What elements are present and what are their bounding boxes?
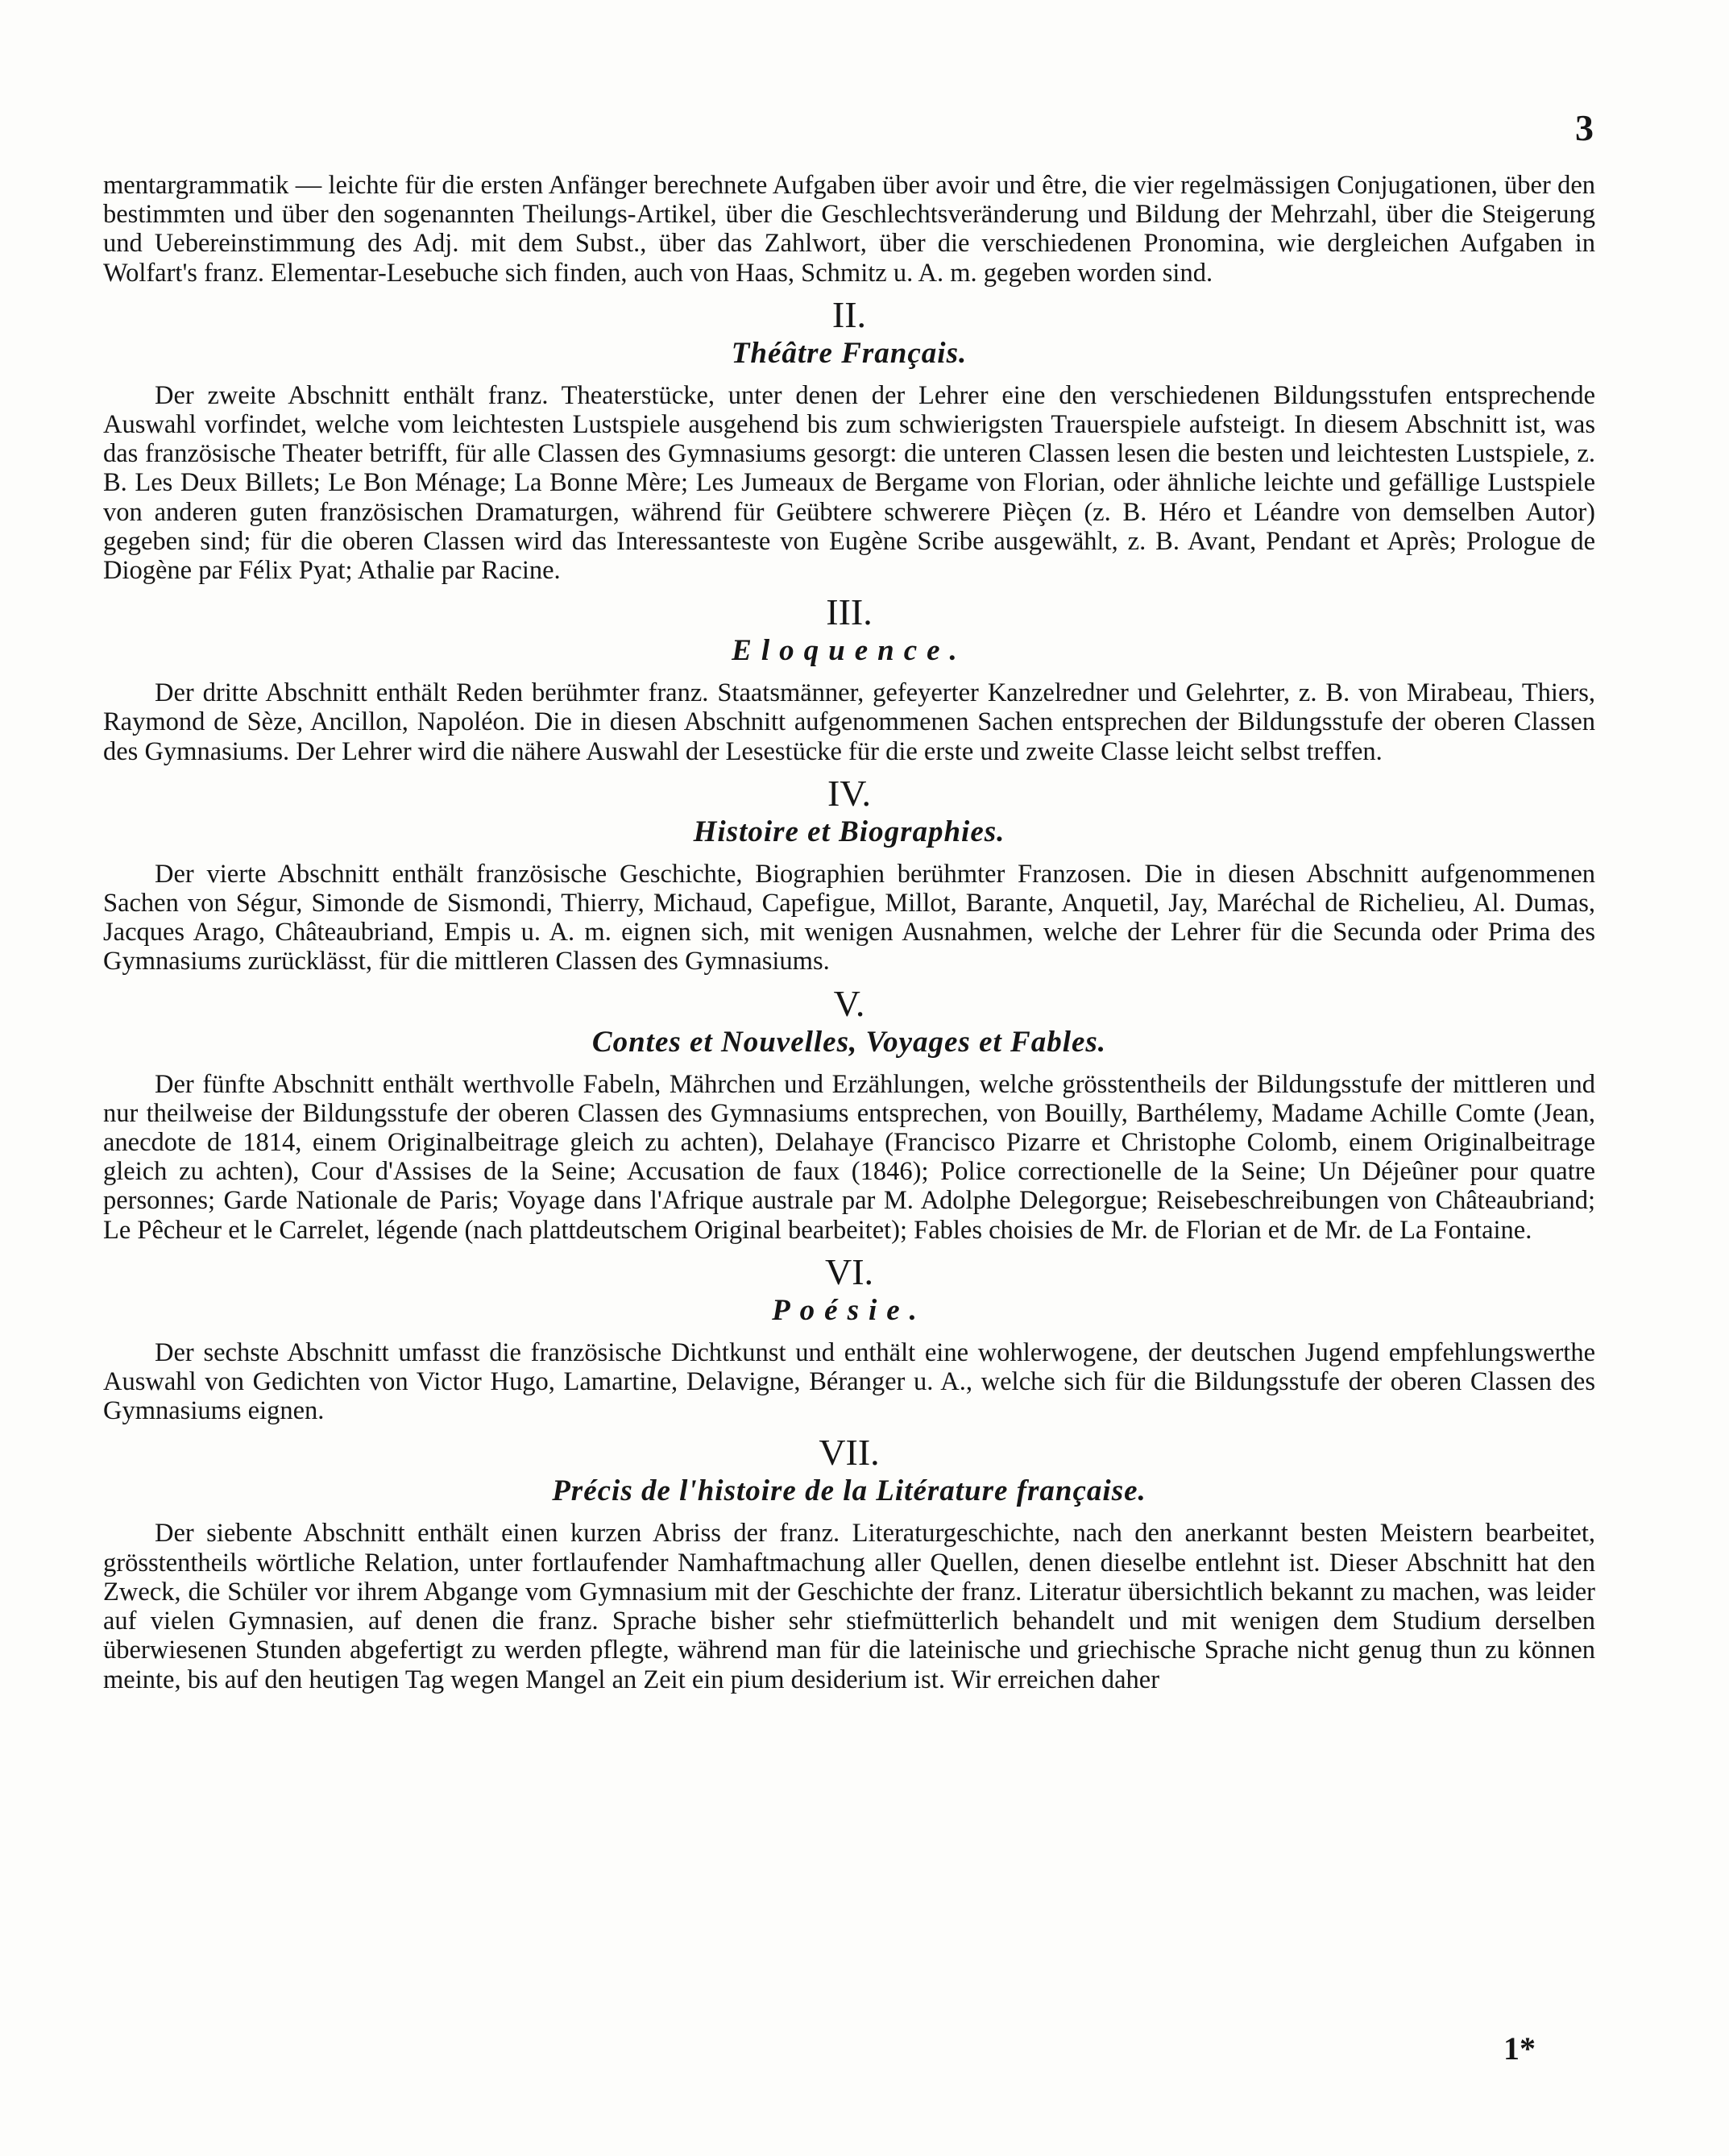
section-numeral-v: V. xyxy=(833,982,865,1024)
section-text-precis: Der siebente Abschnitt enthält einen kurzen Abriss der franz. Literaturgeschichte, nach den anerkannt besten Meistern bearbeitet, grösstentheils wörtliche Relation, unter fortlaufender Namhaftmachung aller Quellen, denen dieselbe entlehnt ist. Dieser Abschnitt hat den Zweck, die Schüler vor ihrem Abgange vom Gymnasium mit der Geschichte der franz. Literatur übersichtlich bekannt zu machen, was leider auf vielen Gymnasien, auf denen die franz. Sprache bisher sehr stiefmütterlich behandelt und mit wenigen dem Studium derselben überwiesenen Stunden abgefertigt zu werden pflegte, während man für die lateinische und griechische Sprache nicht genug thun zu können meinte, bis auf den heutigen Tag wegen Mangel an Zeit ein pium desiderium ist. Wir erreichen daher xyxy=(103,1519,1595,1694)
printer-signature: 1* xyxy=(1503,2030,1536,2067)
section-heading-contes: Contes et Nouvelles, Voyages et Fables. xyxy=(591,1025,1107,1059)
section-heading-theatre: Théâtre Français. xyxy=(731,336,968,370)
section-text-eloquence: Der dritte Abschnitt enthält Reden berühmter franz. Staatsmänner, gefeyerter Kanzelredner und Gelehrter, z. B. von Mirabeau, Thiers, Raymond de Sèze, Ancillon, Napoléon. Die in diesen Abschnitt aufgenommenen Sachen entsprechen der Bildungsstufe der oberen Classen des Gymnasiums. Der Lehrer wird die nähere Auswahl der Lesestücke für die erste und zweite Classe leicht selbst treffen. xyxy=(103,678,1595,766)
section-heading-eloquence: Eloquence. xyxy=(732,634,967,668)
body-text xyxy=(103,171,1595,1694)
section-numeral-iii: III. xyxy=(826,591,873,633)
section-text-contes: Der fünfte Abschnitt enthält werthvolle Fabeln, Mährchen und Erzählungen, welche grösstentheils der Bildungsstufe der mittleren und nur theilweise der Bildungsstufe der oberen Classen des Gymnasiums entsprechen, von Bouilly, Barthélemy, Madame Achille Comte (Jean, anecdote de 1814, einem Originalbeitrage gleich zu achten), Delahaye (Francisco Pizarre et Christophe Colomb, einem Originalbeitrage gleich zu achten), Cour d'Assises de la Seine; Accusation de faux (1846); Police correctionelle de la Seine; Un Déjeûner pour quatre personnes; Garde Nationale de Paris; Voyage dans l'Afrique australe par M. Adolphe Delegorgue; Reisebeschreibungen von Châteaubriand; Le Pêcheur et le Carrelet, légende (nach plattdeutschem Original bearbeitet); Fables choisies de Mr. de Florian et de Mr. de La Fontaine. xyxy=(103,1069,1595,1245)
section-text-theatre: Der zweite Abschnitt enthält franz. Theaterstücke, unter denen der Lehrer eine den verschiedenen Bildungsstufen entsprechende Auswahl vorfindet, welche vom leichtesten Lustspiele ausgehend bis zum schwierigsten Trauerspiele aufsteigt. In diesem Abschnitt ist, was das französische Theater betrifft, für alle Classen des Gymnasiums gesorgt: die unteren Classen lesen die besten und leichtesten Lustspiele, z. B. Les Deux Billets; Le Bon Ménage; La Bonne Mère; Les Jumeaux de Bergame von Florian, oder ähnliche leichte und gefällige Lustspiele von anderen guten französischen Dramaturgen, während für Geübtere schwerere Pièçen (z. B. Héro et Léandre von demselben Autor) gegeben sind; für die oberen Classen wird das Interessanteste von Eugène Scribe ausgewählt, z. B. Avant, Pendant et Après; Prologue de Diogène par Félix Pyat; Athalie par Racine. xyxy=(103,380,1595,586)
section-heading-histoire: Histoire et Biographies. xyxy=(693,815,1005,848)
intro-paragraph: mentargrammatik — leichte für die ersten Anfänger berechnete Aufgaben über avoir und être, die vier regelmässigen Conjugationen, über den bestimmten und über den sogenannten Theilungs-Artikel, über die Geschlechtsveränderung und Bildung der Mehrzahl, über die Steigerung und Uebereinstimmung des Adj. mit dem Subst., über das Zahlwort, über die verschiedenen Pronomina, wie dergleichen Aufgaben in Wolfart's franz. Elementar-Lesebuche sich finden, auch von Haas, Schmitz u. A. m. gegeben worden sind. xyxy=(103,171,1595,288)
section-heading-poesie: Poésie. xyxy=(772,1293,927,1327)
page-number: 3 xyxy=(1575,107,1594,148)
section-numeral-vii: VII. xyxy=(819,1432,880,1474)
section-heading-precis: Précis de l'histoire de la Litérature française. xyxy=(552,1474,1146,1508)
section-text-histoire: Der vierte Abschnitt enthält französische Geschichte, Biographien berühmter Franzosen. Die in diesen Abschnitt aufgenommenen Sachen von Ségur, Simonde de Sismondi, Thierry, Michaud, Capefigue, Millot, Barante, Anquetil, Jay, Maréchal de Richelieu, Al. Dumas, Jacques Arago, Châteaubriand, Empis u. A. m. eignen sich, mit wenigen Ausnahmen, welche der Lehrer für die Secunda oder Prima des Gymnasiums zurücklässt, für die mittleren Classen des Gymnasiums. xyxy=(103,859,1595,976)
section-numeral-vi: VI. xyxy=(824,1250,874,1292)
section-text-poesie: Der sechste Abschnitt umfasst die französische Dichtkunst und enthält eine wohlerwogene, der deutschen Jugend empfehlungswerthe Auswahl von Gedichten von Victor Hugo, Lamartine, Delavigne, Béranger u. A., welche sich für die Bildungsstufe der oberen Classen des Gymnasiums eignen. xyxy=(103,1337,1595,1426)
section-numeral-ii: II. xyxy=(831,293,867,335)
section-numeral-iv: IV. xyxy=(827,772,872,814)
